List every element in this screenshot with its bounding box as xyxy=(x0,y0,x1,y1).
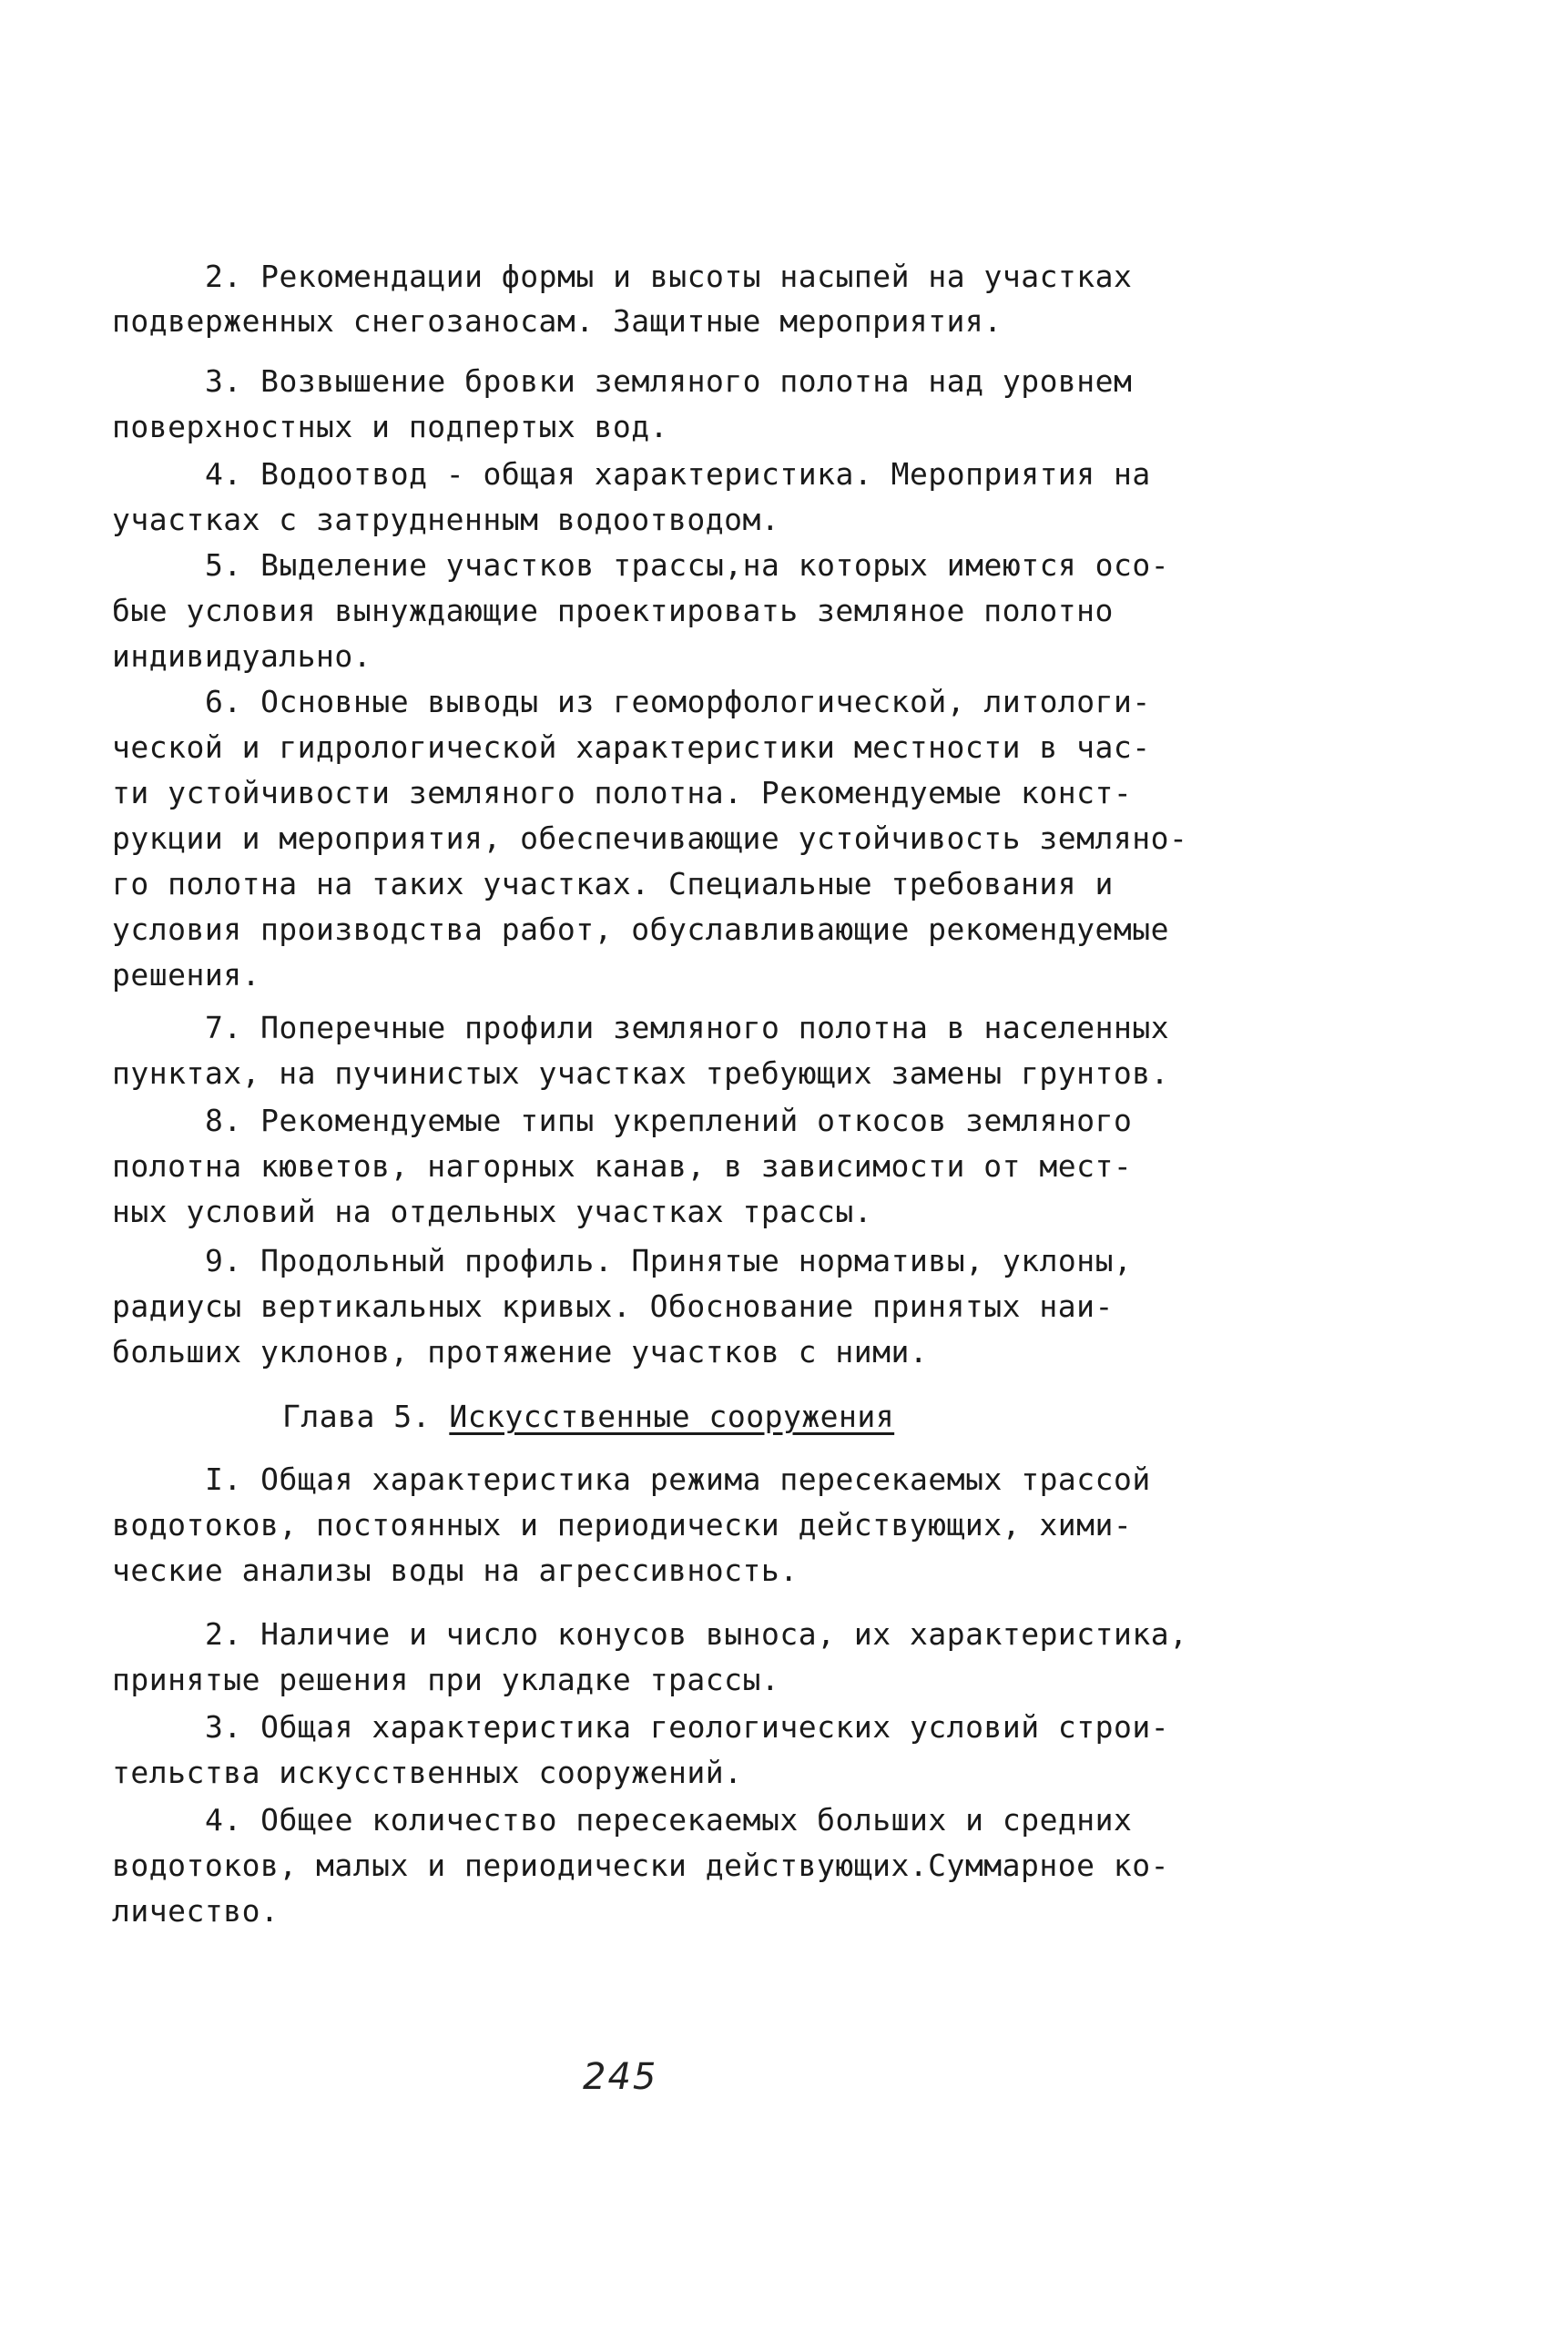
chapter-item-1-line-1 xyxy=(205,1461,1151,1499)
item-6-line-4: рукции и мероприятия, обеспечивающие устойчивость земляно- xyxy=(112,820,1188,856)
item-3-line-1 xyxy=(205,362,1132,401)
item-text: Выделение участков трассы,на которых имеются осо- xyxy=(260,547,1170,583)
item-9-line-3: больших уклонов, протяжение участков с ними. xyxy=(112,1334,929,1370)
chapter-item-2-line-1 xyxy=(205,1615,1188,1654)
item-9-line-1 xyxy=(205,1242,1132,1280)
chapter-item-2-line-2: принятые решения при укладке трассы. xyxy=(112,1662,780,1697)
item-2-line-2: подверженных снегозаносам. Защитные мероприятия. xyxy=(112,303,1003,339)
item-6-line-7: решения. xyxy=(112,957,260,993)
item-number: 2. xyxy=(205,1616,242,1652)
item-text: Общее количество пересекаемых больших и средних xyxy=(260,1802,1133,1838)
chapter-title: Искусственные сооружения xyxy=(449,1399,895,1434)
item-2-line-1 xyxy=(205,258,1132,296)
item-5-line-2: бые условия вынуждающие проектировать земляное полотно xyxy=(112,593,1114,628)
chapter-item-4-line-2: водотоков, малых и периодически действующих.Суммарное ко- xyxy=(112,1848,1169,1883)
chapter-heading xyxy=(282,1398,894,1436)
item-number: 9. xyxy=(205,1243,242,1278)
item-number: 2. xyxy=(205,259,242,294)
item-8-line-3: ных условий на отдельных участках трассы. xyxy=(112,1194,873,1229)
item-6-line-5: го полотна на таких участках. Специальные требования и xyxy=(112,866,1114,901)
item-number: 3. xyxy=(205,1709,242,1745)
item-6-line-2: ческой и гидрологической характеристики местности в час- xyxy=(112,729,1151,765)
item-number: I. xyxy=(205,1461,242,1497)
item-6-line-3: ти устойчивости земляного полотна. Рекомендуемые конст- xyxy=(112,775,1133,810)
item-number: 8. xyxy=(205,1103,242,1138)
page-number: 245 xyxy=(583,2056,658,2098)
chapter-item-3-line-1 xyxy=(205,1708,1169,1746)
item-number: 6. xyxy=(205,684,242,719)
item-number: 7. xyxy=(205,1010,242,1045)
chapter-item-4-line-3: личество. xyxy=(112,1893,280,1929)
item-number: 5. xyxy=(205,547,242,583)
item-8-line-2: полотна кюветов, нагорных канав, в зависимости от мест- xyxy=(112,1148,1133,1184)
item-4-line-1 xyxy=(205,455,1151,494)
item-5-line-3: индивидуально. xyxy=(112,638,372,674)
item-5-line-1 xyxy=(205,546,1169,585)
item-text: Водоотвод - общая характеристика. Мероприятия на xyxy=(260,456,1151,492)
item-9-line-2: радиусы вертикальных кривых. Обоснование принятых наи- xyxy=(112,1288,1114,1324)
item-text: Общая характеристика режима пересекаемых трассой xyxy=(260,1461,1151,1497)
chapter-item-3-line-2: тельства искусственных сооружений. xyxy=(112,1755,743,1790)
chapter-item-4-line-1 xyxy=(205,1801,1132,1839)
item-number: 3. xyxy=(205,363,242,399)
item-text: Общая характеристика геологических условий строи- xyxy=(260,1709,1170,1745)
item-text: Рекомендации формы и высоты насыпей на участках xyxy=(260,259,1133,294)
item-3-line-2: поверхностных и подпертых вод. xyxy=(112,409,669,444)
item-text: Продольный профиль. Принятые нормативы, уклоны, xyxy=(260,1243,1133,1278)
item-8-line-1 xyxy=(205,1102,1132,1140)
item-7-line-2: пунктах, на пучинистых участках требующих замены грунтов. xyxy=(112,1055,1169,1091)
item-7-line-1 xyxy=(205,1009,1169,1047)
item-text: Рекомендуемые типы укреплений откосов земляного xyxy=(260,1103,1133,1138)
chapter-item-1-line-2: водотоков, постоянных и периодически действующих, хими- xyxy=(112,1507,1133,1543)
item-number: 4. xyxy=(205,1802,242,1838)
item-4-line-2: участках с затрудненным водоотводом. xyxy=(112,502,780,537)
item-text: Поперечные профили земляного полотна в населенных xyxy=(260,1010,1170,1045)
item-6-line-6: условия производства работ, обуславливающие рекомендуемые xyxy=(112,911,1169,947)
item-text: Наличие и число конусов выноса, их характеристика, xyxy=(260,1616,1188,1652)
item-6-line-1 xyxy=(205,683,1151,721)
chapter-label: Глава 5. xyxy=(282,1399,431,1434)
item-number: 4. xyxy=(205,456,242,492)
item-text: Основные выводы из геоморфологической, литологи- xyxy=(260,684,1151,719)
chapter-item-1-line-3: ческие анализы воды на агрессивность. xyxy=(112,1553,799,1588)
item-text: Возвышение бровки земляного полотна над уровнем xyxy=(260,363,1133,399)
